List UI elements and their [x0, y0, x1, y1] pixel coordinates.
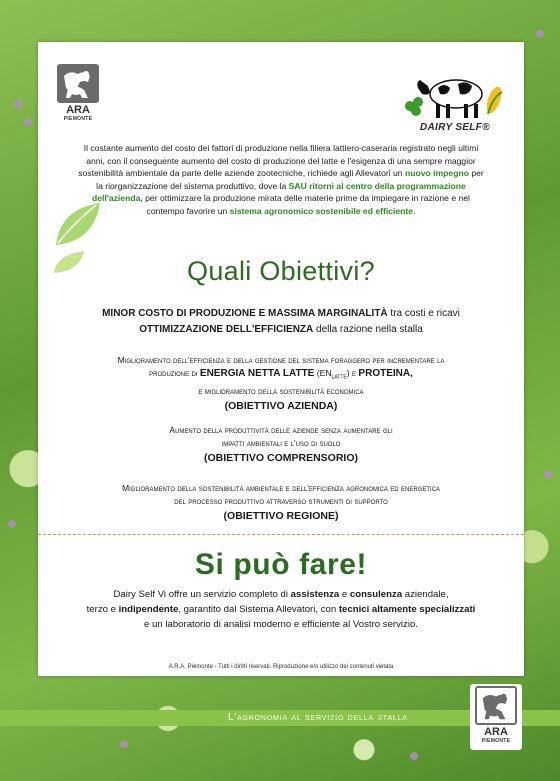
- objective-line: impatti ambientali e l'uso di suolo: [221, 438, 341, 448]
- fare-text: e: [339, 589, 350, 600]
- intro-highlight: SAU ritorni al centro della programmazione dell'azienda,: [92, 180, 466, 204]
- intro-highlight: nuovo impegno: [404, 168, 469, 179]
- objective-line: Aumento della produttività delle aziende senza aumentare gli: [169, 425, 393, 435]
- objective-line: Miglioramento dell'efficienza e della gestione del sistema foraggero per incrementare la: [117, 355, 445, 365]
- objective-tag: (OBIETTIVO REGIONE): [223, 510, 339, 522]
- objective-line: del processo produttivo attraverso strumenti di supporto: [174, 496, 388, 506]
- objective-line: e miglioramento della sostenibilità economica: [198, 385, 364, 396]
- meadow-flower: [120, 740, 128, 748]
- protein-label: PROTEINA,: [358, 368, 413, 379]
- fare-text: Dairy Self Vi offre un servizio completo di: [113, 589, 291, 600]
- objective-tag: (OBIETTIVO AZIENDA): [224, 399, 338, 412]
- fare-text: e un laboratorio di analisi moderno e efficiente al Vostro servizio.: [144, 619, 418, 630]
- ara-name: ARA: [66, 104, 90, 116]
- objective-regione: [58, 482, 504, 523]
- ara-animals-icon: [57, 64, 99, 103]
- intro-text: .: [413, 205, 416, 216]
- objective-tag: (OBIETTIVO COMPRENSORIO): [203, 452, 358, 464]
- meadow-flower: [410, 752, 418, 760]
- dashed-divider: [38, 534, 524, 535]
- content-panel: [38, 42, 524, 676]
- objective-comprensorio: [58, 424, 504, 465]
- en-subscript: LATTE: [331, 374, 347, 381]
- ara-animals-icon: [475, 686, 517, 725]
- objective-text: tra costi e ricavi: [387, 308, 460, 319]
- dairy-self-label: DAIRY SELF®: [420, 122, 490, 133]
- intro-text: per ottimizzare la produzione mirata delle materie prime da impiegare in razione e nel contempo favorire un: [145, 193, 470, 216]
- ara-sub: PIEMONTE: [481, 738, 511, 744]
- dairy-self-logo: [398, 64, 508, 138]
- fare-text: terzo e: [86, 604, 119, 615]
- page-title: Quali Obiettivi?: [187, 256, 375, 286]
- objective-costs: [58, 306, 504, 338]
- meadow-flower: [544, 470, 552, 478]
- objective-text: della razione nella stalla: [313, 324, 423, 335]
- fare-text: , garantito dal Sistema Allevatori, con: [178, 604, 339, 615]
- fare-bold: consulenza: [349, 589, 403, 600]
- objective-bold: MINOR COSTO DI PRODUZIONE E MASSIMA MARGINALITÀ: [102, 308, 388, 319]
- en-close: ): [346, 368, 350, 378]
- intro-text: per la riorganizzazione del sistema produttivo, dove la: [96, 168, 484, 191]
- intro-paragraph: [74, 142, 488, 218]
- rights-notice: A.R.A. Piemonte - Tutti i diritti riservati. Riproduzione e/o utilizzo dei contenuti vietata: [168, 664, 394, 670]
- fare-bold: indipendente: [118, 604, 179, 615]
- meadow-flower: [8, 520, 16, 528]
- en-label: (EN: [316, 368, 332, 378]
- intro-text: Il costante aumento del costo dei fattori di produzione nella filiera lattiero-caseraria registrato negli ultimi anni, con il conseguente aumento del costo di produzione del latte e l'esigenza di una sempre maggior sostenibilità ambientale da parte delle aziende zootecniche, richiede agli Allevatori un: [78, 143, 479, 179]
- fare-text: aziendale,: [402, 589, 449, 600]
- objective-line: produzione di: [149, 368, 200, 378]
- objective-line: e: [349, 368, 359, 378]
- meadow-flower: [24, 118, 32, 126]
- fare-heading: Si può fare!: [194, 548, 368, 581]
- ara-name: ARA: [484, 726, 508, 738]
- ara-logo-footer: [472, 686, 520, 744]
- objective-azienda: [58, 354, 504, 413]
- footer-slogan: L'agronomia al servizio della stalla: [228, 712, 408, 723]
- meadow-flower: [14, 100, 22, 108]
- cow-icon: [398, 64, 508, 124]
- fare-bold: assistenza: [290, 589, 340, 600]
- ara-logo: [54, 64, 102, 122]
- objective-bold: OTTIMIZZAZIONE DELL'EFFICIENZA: [139, 324, 314, 335]
- intro-highlight: sistema agronomico sostenibile ed efficiente: [229, 205, 414, 216]
- fare-bold: tecnici altamente specializzati: [338, 604, 476, 615]
- fare-paragraph: [68, 587, 494, 632]
- objective-line: Miglioramento della sostenibilità ambientale e dell'efficienza agronomica ed energetica: [121, 483, 441, 493]
- meadow-flower: [536, 30, 544, 38]
- energy-label: ENERGIA NETTA LATTE: [199, 368, 315, 379]
- ara-sub: PIEMONTE: [63, 116, 93, 122]
